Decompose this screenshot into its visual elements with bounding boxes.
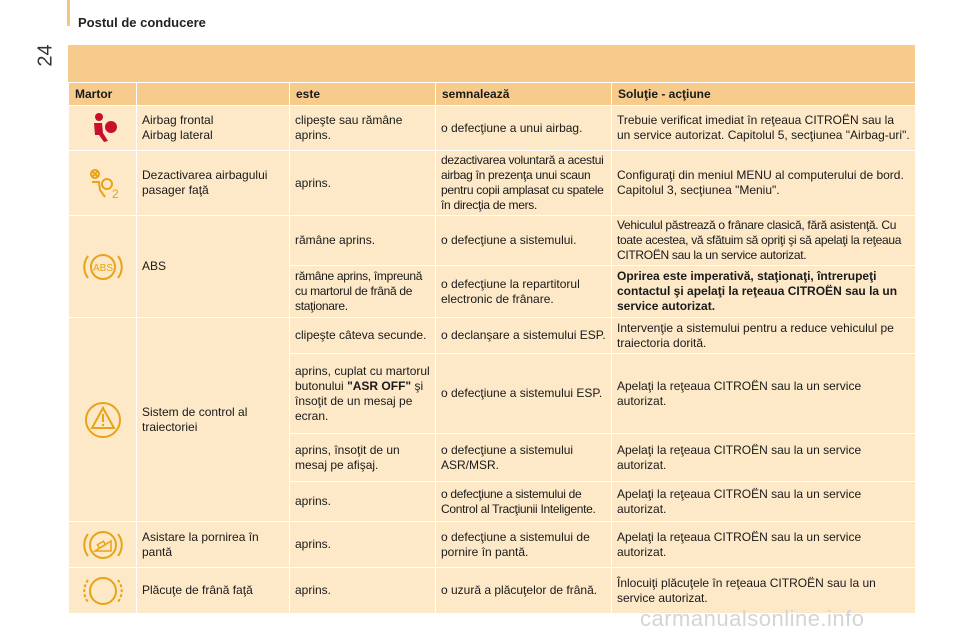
cell-solutie: Intervenţie a sistemului pentru a reduce vehiculul pe traiectoria dorită. bbox=[612, 318, 916, 354]
table-row bbox=[69, 151, 916, 216]
cell-este: aprins. bbox=[290, 482, 436, 522]
cell-semnaleaza: o defecţiune a sistemului ESP. bbox=[436, 354, 612, 434]
cell-solutie: Apelaţi la reţeaua CITROËN sau la un service autorizat. bbox=[612, 522, 916, 568]
watermark: carmanualsonline.info bbox=[640, 606, 865, 631]
table-row bbox=[69, 216, 916, 266]
cell-solutie: Înlocuiţi plăcuţele în reţeaua CITROËN sau la un service autorizat. bbox=[612, 568, 916, 614]
side-accent-bar bbox=[67, 0, 70, 26]
warning-name: Dezactivarea airbagului pasager faţă bbox=[137, 151, 290, 216]
airbag-warning-icon bbox=[86, 111, 120, 145]
cell-semnaleaza: o defecţiune a unui airbag. bbox=[436, 106, 612, 151]
table-banner bbox=[68, 45, 915, 82]
cell-solutie: Configuraţi din meniul MENU al computerului de bord. Capitolul 3, secţiunea "Meniu". bbox=[612, 151, 916, 216]
asr-text-before: aprins, cuplat cu martorul butonului bbox=[295, 363, 430, 393]
col-header-martor: Martor bbox=[69, 83, 137, 106]
cell-semnaleaza: o defecţiune a sistemului ASR/MSR. bbox=[436, 434, 612, 482]
cell-solutie: Apelaţi la reţeaua CITROËN sau la un service autorizat. bbox=[612, 482, 916, 522]
icon-cell bbox=[69, 318, 137, 522]
warning-name: Plăcuţe de frână faţă bbox=[137, 568, 290, 614]
cell-semnaleaza: o declanşare a sistemului ESP. bbox=[436, 318, 612, 354]
passenger-airbag-number: 2 bbox=[111, 187, 119, 200]
cell-este: rămâne aprins. bbox=[290, 216, 436, 266]
col-header-este: este bbox=[290, 83, 436, 106]
cell-este bbox=[290, 354, 436, 434]
cell-solutie: Trebuie verificat imediat în reţeaua CITROËN sau la un service autorizat. Capitolul 5, secţiunea "Airbag-uri". bbox=[612, 106, 916, 151]
cell-este: aprins. bbox=[290, 522, 436, 568]
cell-solutie: Vehiculul păstrează o frânare clasică, fără asistenţă. Cu toate acestea, vă sfătuim să opriţi şi să apelaţi la reţeaua CITROËN sau la un service autorizat. bbox=[612, 216, 916, 266]
icon-cell bbox=[69, 106, 137, 151]
warning-name bbox=[137, 106, 290, 151]
triangle-warning-icon bbox=[83, 400, 123, 440]
warning-name: Asistare la pornirea în pantă bbox=[137, 522, 290, 568]
cell-este: clipeşte câteva secunde. bbox=[290, 318, 436, 354]
cell-solutie: Apelaţi la reţeaua CITROËN sau la un service autorizat. bbox=[612, 354, 916, 434]
table-row bbox=[69, 106, 916, 151]
cell-semnaleaza: o defecţiune la repartitorul electronic de frânare. bbox=[436, 266, 612, 318]
cell-semnaleaza: o defecţiune a sistemului. bbox=[436, 216, 612, 266]
abs-icon-text: ABS bbox=[92, 262, 113, 274]
table-row bbox=[69, 318, 916, 354]
cell-este: rămâne aprins, împreună cu martorul de frână de staţionare. bbox=[290, 266, 436, 318]
cell-semnaleaza: dezactivarea voluntară a acestui airbag în prezenţa unui scaun pentru copii amplasat cu spatele în direcţia de mers. bbox=[436, 151, 612, 216]
brake-pads-icon bbox=[83, 571, 123, 611]
page-number: 24 bbox=[34, 44, 57, 67]
asr-text-after: şi însoţit de un mesaj pe ecran. bbox=[295, 378, 424, 423]
table-header-row bbox=[69, 83, 916, 106]
cell-este: clipeşte sau rămâne aprins. bbox=[290, 106, 436, 151]
cell-este: aprins. bbox=[290, 151, 436, 216]
hill-start-assist-icon bbox=[83, 525, 123, 565]
section-title: Postul de conducere bbox=[78, 15, 206, 30]
warning-name: ABS bbox=[137, 216, 290, 318]
passenger-airbag-off-icon bbox=[84, 166, 122, 200]
cell-solutie: Oprirea este imperativă, staţionaţi, întrerupeţi contactul şi apelaţi la reţeaua CITROËN sau la un service autorizat. bbox=[612, 266, 916, 318]
cell-este: aprins. bbox=[290, 568, 436, 614]
table-row bbox=[69, 522, 916, 568]
cell-solutie: Apelaţi la reţeaua CITROËN sau la un service autorizat. bbox=[612, 434, 916, 482]
icon-cell bbox=[69, 151, 137, 216]
warning-name: Sistem de control al traiectoriei bbox=[137, 318, 290, 522]
asr-off-label: "ASR OFF" bbox=[347, 378, 412, 393]
cell-este: aprins, însoţit de un mesaj pe afişaj. bbox=[290, 434, 436, 482]
warning-lights-table bbox=[68, 82, 916, 614]
col-header-semnaleaza: semnalează bbox=[436, 83, 612, 106]
airbag-frontal-label: Airbag frontal bbox=[142, 113, 214, 127]
abs-warning-icon bbox=[83, 247, 123, 287]
cell-semnaleaza: o defecţiune a sistemului de pornire în pantă. bbox=[436, 522, 612, 568]
cell-semnaleaza: o defecţiune a sistemului de Control al Tracţiunii Inteligente. bbox=[436, 482, 612, 522]
icon-cell bbox=[69, 568, 137, 614]
col-header-solutie: Soluţie - acţiune bbox=[612, 83, 916, 106]
icon-cell bbox=[69, 522, 137, 568]
airbag-lateral-label: Airbag lateral bbox=[142, 128, 213, 142]
cell-semnaleaza: o uzură a plăcuţelor de frână. bbox=[436, 568, 612, 614]
col-header-name bbox=[137, 83, 290, 106]
icon-cell bbox=[69, 216, 137, 318]
